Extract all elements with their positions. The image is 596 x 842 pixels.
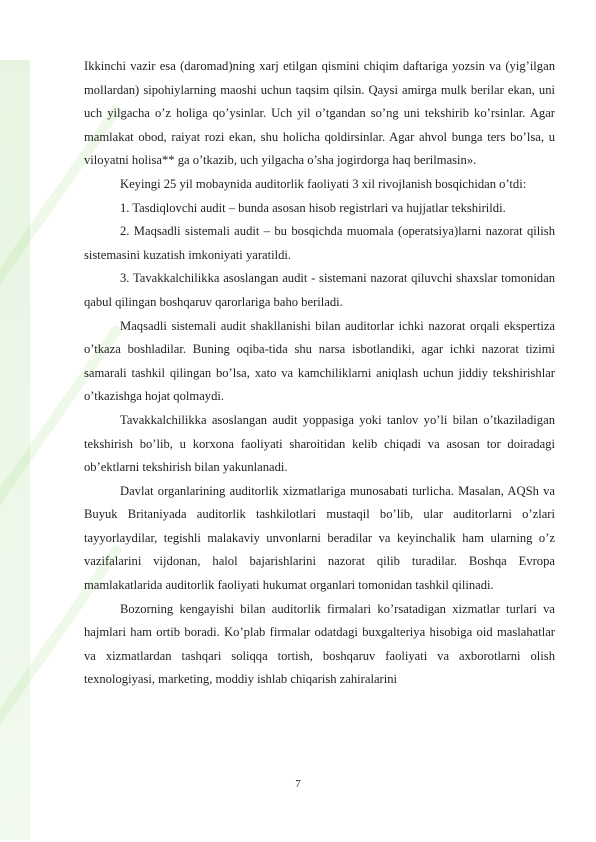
list-item: 2. Maqsadli sistemali audit – bu bosqichda muomala (operatsiya)larni nazorat qilish sistemasini kuzatish imkoniyati yaratildi. bbox=[84, 224, 555, 262]
paragraph: Maqsadli sistemali audit shakllanishi bilan auditorlar ichki nazorat orqali ekspertiza o’tkaza boshladilar. Buning oqiba-tida shu narsa isbotlandiki, agar ichki nazorat tizimi samarali tashkil qilingan bo’lsa, xato va kamchiliklarni aniqlash uchun jiddiy tekshirishlar o’tkazishga hojat qolmaydi. bbox=[84, 318, 555, 404]
paragraph: Tavakkalchilikka asoslangan audit yoppasiga yoki tanlov yo’li bilan o’tkaziladigan tekshirish bo’lib, u korxona faoliyati sharoitidan kelib chiqadi va asosan tor doiradagi ob’ektlarni tekshirish bilan yakunlanadi. bbox=[84, 412, 555, 475]
list-item: 3. Tavakkalchilikka asoslangan audit - sistemani nazorat qiluvchi shaxslar tomonidan qabul qilingan boshqaruv qarorlariga baho beriladi. bbox=[84, 271, 555, 309]
page-number: 7 bbox=[295, 778, 301, 790]
watermark-band bbox=[0, 60, 30, 840]
list-item: 1. Tasdiqlovchi audit – bunda asosan hisob registrlari va hujjatlar tekshirildi. bbox=[120, 200, 506, 215]
paragraph: Bozorning kengayishi bilan auditorlik firmalari ko’rsatadigan xizmatlar turlari va hajmlari ham ortib boradi. Ko’plab firmalar odatdagi buxgalteriya hisobiga oid maslahatlar va xizmatlardan tashqari soliqqa tortish, boshqaruv faoliyati va axborotlarni olish texnologiyasi, marketing, moddiy ishlab chiqarish zahiralarini bbox=[84, 601, 555, 687]
paragraph: Ikkinchi vazir esa (daromad)ning xarj etilgan qismini chiqim daftariga yozsin va (yig’ilgan mollardan) sipohiylarning maoshi uchun taqsim qilsin. Qaysi amirga mulk berilar ekan, uni uch yilgacha o’z holiga qo’ysinlar. Uch yil o’tgandan so’ng uni tekshirib ko’rsinlar. Agar mamlakat obod, raiyat rozi ekan, shu holicha qoldirsinlar. Agar ahvol bunga ters bo’lsa, u viloyatni holisa** ga o’tkazib, uch yilgacha o’sha jogirdorga haq berilmasin». bbox=[84, 59, 555, 168]
paragraph: Keyingi 25 yil mobaynida auditorlik faoliyati 3 xil rivojlanish bosqichidan o’tdi: bbox=[120, 176, 527, 191]
body-text bbox=[84, 55, 555, 692]
paragraph: Davlat organlarining auditorlik xizmatlariga munosabati turlicha. Masalan, AQSh va Buyuk Britaniyada auditorlik tashkilotlari mustaqil bo’lib, ular auditorlarni o’zlari tayyorlaydilar, tegishli malakaviy unvonlarni beradilar va keyinchalik ham ularning o’z vazifalarini vijdonan, halol bajarishlarini nazorat qilib turadilar. Boshqa Evropa mamlakatlarida auditorlik faoliyati hukumat organlari tomonidan tashkil qilinadi. bbox=[84, 483, 555, 593]
